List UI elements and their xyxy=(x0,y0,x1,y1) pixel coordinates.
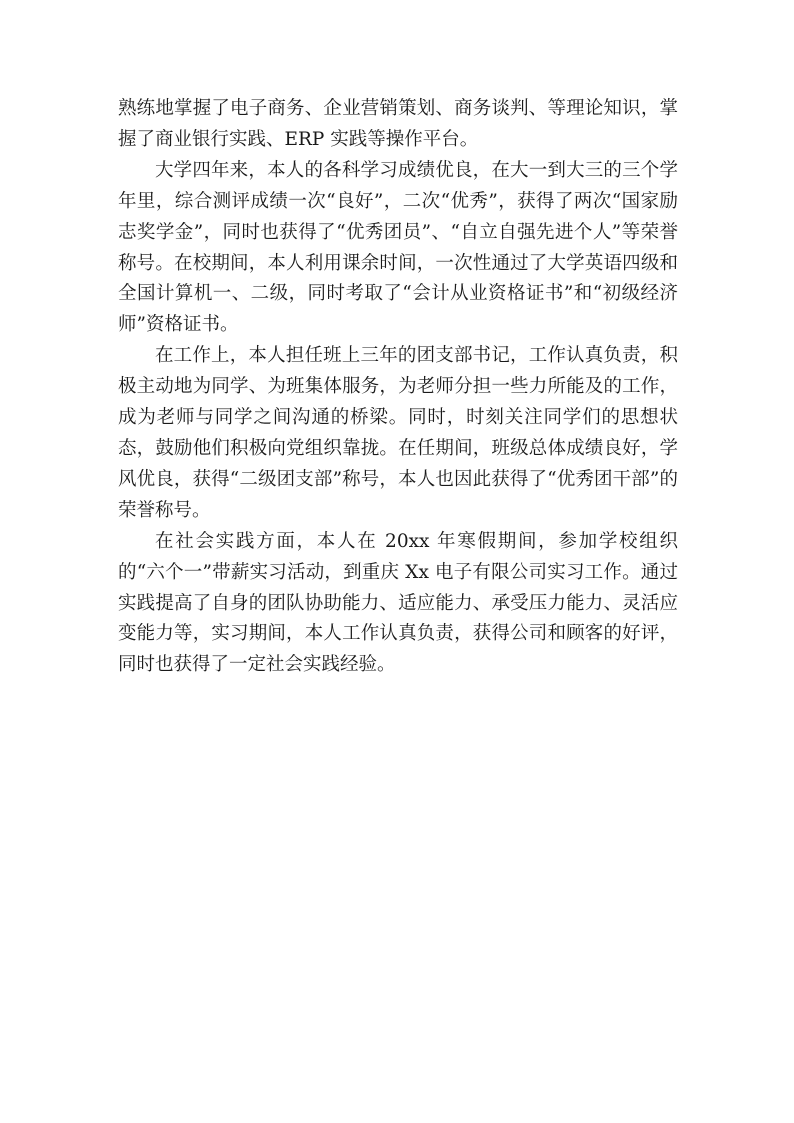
paragraph-social-practice: 在社会实践方面，本人在 20xx 年寒假期间，参加学校组织的“六个一”带薪实习活动，到重庆 Xx 电子有限公司实习工作。通过实践提高了自身的团队协助能力、适应能力、承受压力能力、灵活应变能力等，实习期间，本人工作认真负责，获得公司和顾客的好评，同时也获得了一定社会实践经验。 xyxy=(118,530,678,676)
paragraph-academics: 大学四年来，本人的各科学习成绩优良，在大一到大三的三个学年里，综合测评成绩一次“良好”，二次“优秀”，获得了两次“国家励志奖学金”，同时也获得了“优秀团员”、“自立自强先进个人”等荣誉称号。在校期间，本人利用课余时间，一次性通过了大学英语四级和全国计算机一、二级，同时考取了“会计从业资格证书”和“初级经济师”资格证书。 xyxy=(118,159,678,336)
paragraph-work: 在工作上，本人担任班上三年的团支部书记，工作认真负责，积极主动地为同学、为班集体服务，为老师分担一些力所能及的工作，成为老师与同学之间沟通的桥梁。同时，时刻关注同学们的思想状态，鼓励他们积极向党组织靠拢。在任期间，班级总体成绩良好，学风优良，获得“二级团支部”称号，本人也因此获得了“优秀团干部”的荣誉称号。 xyxy=(118,345,678,521)
document-body xyxy=(118,94,678,681)
paragraph-skills: 熟练地掌握了电子商务、企业营销策划、商务谈判、等理论知识，掌握了商业银行实践、ERP 实践等操作平台。 xyxy=(118,98,678,150)
